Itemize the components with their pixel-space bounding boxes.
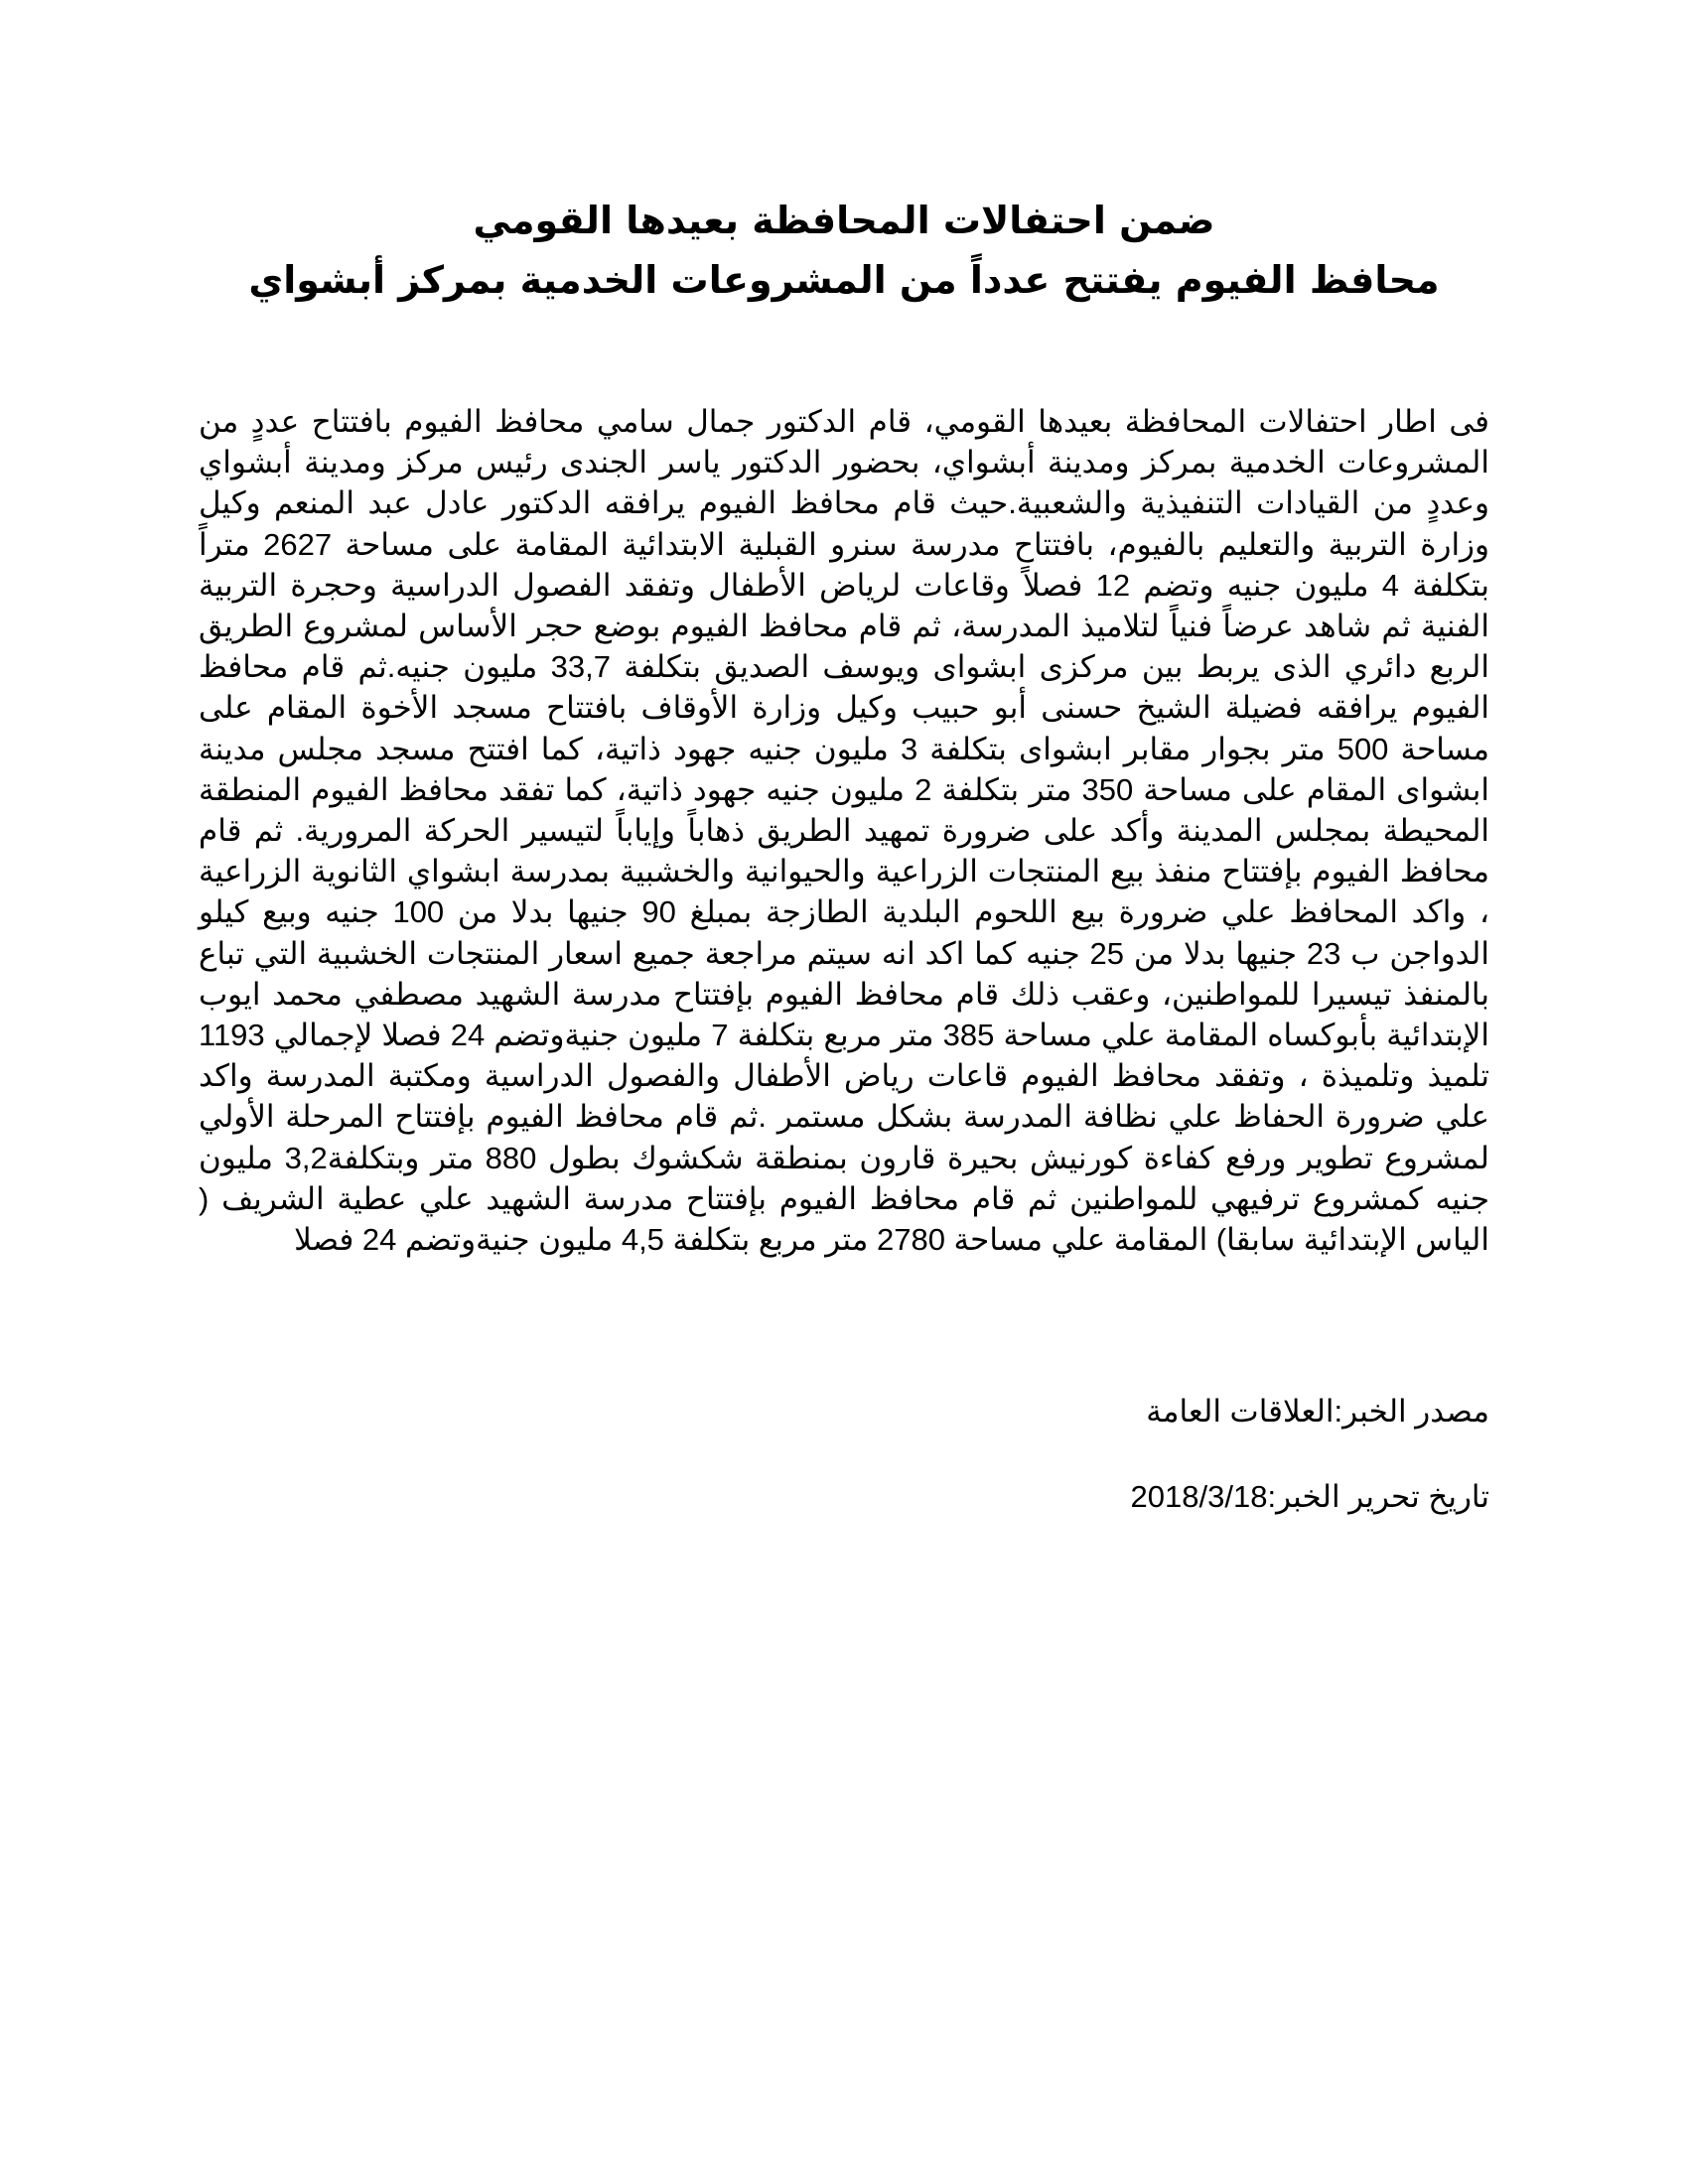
article-body: فى اطار احتفالات المحافظة بعيدها القومي، قام الدكتور جمال سامي محافظ الفيوم بافتتاح عددٍ من المشروعات الخدمية بمركز ومدينة أبشواي، بحضور الدكتور ياسر الجندى رئيس مركز ومدينة أبشواي وعددٍ من القيادات التنفيذية والشعبية.حيث قام محافظ الفيوم يرافقه الدكتور عادل عبد المنعم وكيل وزارة التربية والتعليم بالفيوم، بافتتاح مدرسة سنرو القبلية الابتدائية المقامة على مساحة 2627 متراً بتكلفة 4 مليون جنيه وتضم 12 فصلاً وقاعات لرياض الأطفال وتفقد الفصول الدراسية وحجرة التربية الفنية ثم شاهد عرضاً فنياً لتلاميذ المدرسة، ثم قام محافظ الفيوم بوضع حجر الأساس لمشروع الطريق الربع دائري الذى يربط بين مركزى ابشواى ويوسف الصديق بتكلفة 33,7 مليون جنيه.ثم قام محافظ الفيوم يرافقه فضيلة الشيخ حسنى أبو حبيب وكيل وزارة الأوقاف بافتتاح مسجد الأخوة المقام على مساحة 500 متر بجوار مقابر ابشواى بتكلفة 3 مليون جنيه جهود ذاتية، كما افتتح مسجد مجلس مدينة ابشواى المقام على مساحة 350 متر بتكلفة 2 مليون جنيه جهود ذاتية، كما تفقد محافظ الفيوم المنطقة المحيطة بمجلس المدينة وأكد على ضرورة تمهيد الطريق ذهاباً وإياباً لتيسير الحركة المرورية. ثم قام محافظ الفيوم بإفتتاح منفذ بيع المنتجات الزراعية والحيوانية والخشبية بمدرسة ابشواي الثانوية الزراعية ، واكد المحافظ علي ضرورة بيع اللحوم البلدية الطازجة بمبلغ 90 جنيها بدلا من 100 جنيه وبيع كيلو الدواجن ب 23 جنيها بدلا من 25 جنيه كما اكد انه سيتم مراجعة جميع اسعار المنتجات الخشبية التي تباع بالمنفذ تيسيرا للمواطنين، وعقب ذلك قام محافظ الفيوم بإفتتاح مدرسة الشهيد مصطفي محمد ايوب الإبتدائية بأبوكساه المقامة علي مساحة 385 متر مربع بتكلفة 7 مليون جنيةوتضم 24 فصلا لإجمالي 1193 تلميذ وتلميذة ، وتفقد محافظ الفيوم قاعات رياض الأطفال والفصول الدراسية ومكتبة المدرسة واكد علي ضرورة الحفاظ علي نظافة المدرسة بشكل مستمر .ثم قام محافظ الفيوم بإفتتاح المرحلة الأولي لمشروع تطوير ورفع كفاءة كورنيش بحيرة قارون بمنطقة شكشوك بطول 880 متر وبتكلفة3,2 مليون جنيه كمشروع ترفيهي للمواطنين ثم قام محافظ الفيوم بإفتتاح مدرسة الشهيد علي عطية الشريف ( الياس الإبتدائية سابقا) المقامة علي مساحة 2780 متر مربع بتكلفة 4,5 مليون جنيةوتضم 24 فصلا [199,404,1489,1258]
headline-line-2: محافظ الفيوم يفتتح عدداً من المشروعات الخدمية بمركز أبشواي [248,258,1440,302]
news-source: مصدر الخبر:العلاقات العامة [1146,1394,1489,1429]
headline-line-1: ضمن احتفالات المحافظة بعيدها القومي [473,199,1215,242]
edit-date: تاريخ تحرير الخبر:2018/3/18 [1130,1479,1489,1514]
